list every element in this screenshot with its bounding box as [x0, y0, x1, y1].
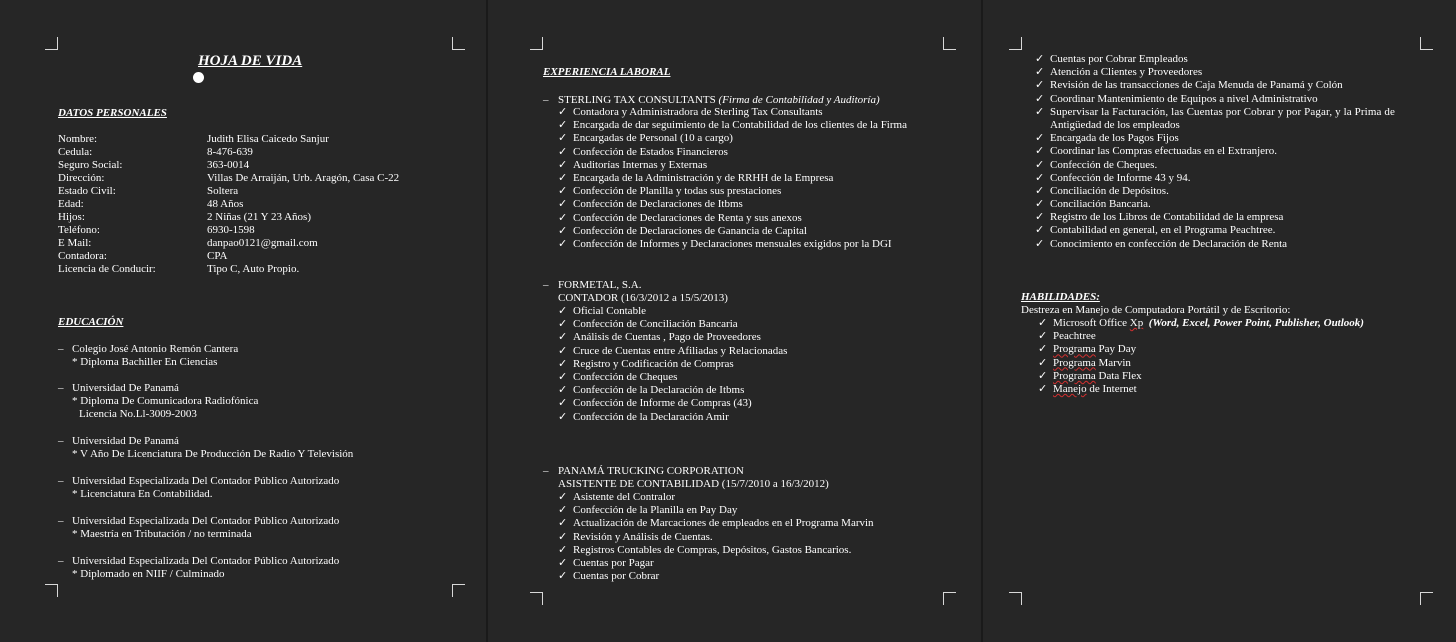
duty-text: Análisis de Cuentas , Pago de Proveedores: [573, 331, 761, 344]
duty-text: Confección de Planilla y todas sus prestaciones: [573, 185, 782, 198]
margin-corner-bottom-left: [45, 584, 58, 597]
list-item: [558, 331, 787, 344]
job-position: ASISTENTE DE CONTABILIDAD (15/7/2010 a 16/3/2012): [558, 478, 829, 490]
duty-text: Cuentas por Cobrar Empleados: [1050, 53, 1188, 65]
checkmark-icon: ✓: [1038, 382, 1048, 395]
checkmark-icon: ✓: [558, 119, 568, 132]
education-detail: * Diplomado en NIIF / Culminado: [72, 568, 225, 580]
duty-text: Confección de Estados Financieros: [573, 145, 728, 158]
education-institution: Universidad De Panamá: [72, 435, 179, 447]
list-item: [558, 544, 874, 557]
education-institution: Universidad Especializada Del Contador Público Autorizado: [72, 475, 340, 487]
list-item: [558, 172, 907, 185]
skill-item: [1038, 357, 1364, 370]
list-dash: –: [58, 343, 64, 355]
job-duties-list: [558, 491, 874, 583]
duty-text: Confección de la Planilla en Pay Day: [573, 504, 738, 517]
list-item: [558, 557, 874, 570]
job-position: CONTADOR (16/3/2012 a 15/5/2013): [558, 292, 728, 304]
list-item: [1035, 145, 1395, 158]
skill-text: Marvin: [1095, 356, 1131, 369]
checkmark-icon: ✓: [558, 410, 568, 423]
duty-text: Contadora y Administradora de Sterling Tax Consultants: [573, 106, 823, 118]
list-item: [558, 517, 874, 530]
list-item: [558, 397, 787, 410]
job-duties-list: [558, 106, 907, 251]
checkmark-icon: ✓: [1035, 53, 1045, 65]
list-item: [558, 212, 907, 225]
duty-text: Cuentas por Cobrar: [573, 570, 660, 583]
checkmark-icon: ✓: [558, 132, 568, 145]
personal-row-social-security: [58, 159, 399, 172]
duty-text: Antigüedad de los empleados: [1050, 118, 1180, 131]
list-dash: –: [543, 279, 549, 291]
skill-item: [1038, 343, 1364, 356]
duty-text: Cuentas por Pagar: [573, 556, 654, 569]
personal-data-table: [58, 133, 399, 276]
skill-text: de Internet: [1086, 382, 1137, 395]
duty-text: Encargada de los Pagos Fijos: [1050, 132, 1179, 145]
spelling-flagged-word[interactable]: Xp: [1129, 317, 1144, 329]
education-detail: * Maestría en Tributación / no terminada: [72, 528, 252, 540]
checkmark-icon: ✓: [1035, 79, 1045, 92]
list-item: [1035, 106, 1395, 119]
checkmark-icon: ✓: [558, 530, 568, 543]
checkmark-icon: ✓: [558, 158, 568, 171]
list-item: [1035, 79, 1395, 92]
personal-value: 8-476-639: [207, 146, 253, 158]
education-entry: [58, 382, 258, 421]
duty-text: Cruce de Cuentas entre Afiliadas y Relacionadas: [573, 344, 788, 357]
education-entry: [58, 343, 238, 369]
checkmark-icon: ✓: [558, 331, 568, 344]
resume-page-2: [488, 0, 981, 642]
personal-label: Cedula:: [58, 146, 93, 158]
education-detail: * Licenciatura En Contabilidad.: [72, 488, 213, 500]
skills-list: [1038, 317, 1364, 396]
personal-value: Judith Elisa Caicedo Sanjur: [207, 133, 329, 145]
education-detail: Licencia No.Ll-3009-2003: [79, 408, 197, 420]
checkmark-icon: ✓: [558, 344, 568, 357]
list-item: [558, 198, 907, 211]
duty-text: Asistente del Contralor: [573, 491, 676, 503]
checkmark-icon: ✓: [558, 517, 568, 530]
duty-text: Conciliación Bancaria.: [1050, 198, 1151, 211]
list-dash: –: [543, 465, 549, 477]
skill-text: Peachtree: [1053, 330, 1096, 343]
duty-text: Confección de la Declaración Amir: [573, 410, 729, 423]
personal-label: Licencia de Conducir:: [58, 263, 156, 275]
margin-corner-top-left: [530, 37, 543, 50]
personal-row-id: [58, 146, 399, 159]
resume-page-1: [0, 0, 486, 642]
checkmark-icon: ✓: [558, 106, 568, 118]
job-company-note: (Firma de Contabilidad y Auditoría): [718, 94, 880, 106]
duty-text: Confección de Cheques: [573, 370, 678, 383]
personal-value: 363-0014: [207, 159, 250, 171]
checkmark-icon: ✓: [1035, 92, 1045, 105]
margin-corner-bottom-left: [530, 592, 543, 605]
margin-corner-top-right: [1420, 37, 1433, 50]
personal-value: Villas De Arraiján, Urb. Aragón, Casa C-22: [207, 172, 400, 184]
personal-row-phone: [58, 224, 399, 237]
page-title: HOJA DE VIDA: [198, 53, 303, 69]
list-item: [558, 106, 907, 119]
checkmark-icon: ✓: [558, 185, 568, 198]
list-item: [558, 318, 787, 331]
education-entry: [58, 515, 339, 541]
personal-row-email: [58, 237, 399, 250]
list-item: [558, 119, 907, 132]
duty-text: Coordinar Mantenimiento de Equipos a nivel Administrativo: [1050, 92, 1318, 105]
margin-corner-bottom-right: [943, 592, 956, 605]
checkmark-icon: ✓: [558, 145, 568, 158]
personal-row-address: [58, 172, 399, 185]
duty-text: Revisión y Análisis de Cuentas.: [573, 530, 713, 543]
list-dash: –: [58, 435, 64, 447]
duty-text: Contabilidad en general, en el Programa Peachtree.: [1050, 224, 1276, 237]
skill-text: Pay Day: [1095, 343, 1137, 356]
personal-value: Soltera: [207, 185, 239, 197]
duty-text: Encargada de la Administración y de RRHH de la Empresa: [573, 171, 834, 184]
personal-value: 6930-1598: [207, 224, 255, 236]
list-item: [1035, 66, 1395, 79]
education-heading: EDUCACIÓN: [58, 316, 124, 328]
education-detail: * Diploma De Comunicadora Radiofónica: [72, 395, 259, 407]
checkmark-icon: ✓: [1035, 132, 1045, 145]
personal-row-marital-status: [58, 185, 399, 198]
continued-duties-list: [1035, 53, 1395, 251]
duty-text: Registro de los Libros de Contabilidad de la empresa: [1050, 211, 1284, 224]
list-item: [558, 159, 907, 172]
duty-text: Confección de Declaraciones de Itbms: [573, 198, 743, 211]
duty-text: Confección de Declaraciones de Ganancia de Capital: [573, 224, 807, 237]
duty-text: Confección de Informe 43 y 94.: [1050, 171, 1191, 184]
skill-text: Data Flex: [1095, 369, 1142, 382]
list-item: [558, 225, 907, 238]
duty-text: Registro y Codificación de Compras: [573, 357, 734, 370]
personal-label: Seguro Social:: [58, 159, 123, 171]
list-item: [1035, 172, 1395, 185]
checkmark-icon: ✓: [1035, 184, 1045, 197]
duty-text: Supervisar la Facturación, las Cuentas por Cobrar y por Pagar, y la Prima de: [1050, 105, 1396, 118]
job-header: [543, 465, 744, 478]
duty-text: Auditorías Internas y Externas: [573, 158, 708, 171]
checkmark-icon: ✓: [558, 318, 568, 331]
checkmark-icon: ✓: [558, 556, 568, 569]
list-item-continuation: [1035, 119, 1395, 132]
list-item: [558, 570, 874, 583]
personal-row-accountant: [58, 250, 399, 263]
checkmark-icon: ✓: [1035, 237, 1045, 250]
margin-corner-top-left: [45, 37, 58, 50]
duty-text: Confección de Informes y Declaraciones mensuales exigidos por la DGI: [573, 237, 892, 250]
checkmark-icon: ✓: [558, 397, 568, 410]
margin-corner-bottom-right: [452, 584, 465, 597]
duty-text: Actualización de Marcaciones de empleados en el Programa Marvin: [573, 517, 874, 530]
spelling-flagged-word[interactable]: Manejo: [1053, 382, 1087, 395]
list-item: [558, 185, 907, 198]
skill-item: [1038, 317, 1364, 330]
personal-value: 48 Años: [207, 198, 244, 210]
checkmark-icon: ✓: [558, 543, 568, 556]
object-anchor-handle[interactable]: [193, 72, 204, 83]
list-item: [558, 358, 787, 371]
checkmark-icon: ✓: [1035, 211, 1045, 224]
personal-label: Edad:: [58, 198, 84, 210]
checkmark-icon: ✓: [558, 224, 568, 237]
personal-row-drivers-license: [58, 263, 399, 276]
personal-value: danpao0121@gmail.com: [207, 237, 318, 249]
checkmark-icon: ✓: [558, 370, 568, 383]
personal-value: 2 Niñas (21 Y 23 Años): [207, 211, 311, 223]
checkmark-icon: ✓: [558, 237, 568, 250]
duty-text: Confección de Informe de Compras (43): [573, 397, 752, 410]
personal-row-children: [58, 211, 399, 224]
personal-label: Teléfono:: [58, 224, 100, 236]
margin-corner-bottom-right: [1420, 592, 1433, 605]
checkmark-icon: ✓: [1038, 317, 1048, 329]
skill-item: [1038, 383, 1364, 396]
personal-data-heading: DATOS PERSONALES: [58, 107, 167, 119]
list-dash: –: [58, 555, 64, 567]
checkmark-icon: ✓: [558, 384, 568, 397]
list-dash: –: [58, 382, 64, 394]
checkmark-icon: ✓: [558, 211, 568, 224]
duty-text: Oficial Contable: [573, 305, 647, 317]
list-item: [1035, 53, 1395, 66]
checkmark-icon: ✓: [1035, 66, 1045, 79]
list-item: [558, 531, 874, 544]
margin-corner-bottom-left: [1009, 592, 1022, 605]
personal-row-age: [58, 198, 399, 211]
skills-intro: Destreza en Manejo de Computadora Portátil y de Escritorio:: [1021, 304, 1291, 316]
list-item: [1035, 198, 1395, 211]
list-item: [558, 305, 787, 318]
personal-label: Hijos:: [58, 211, 85, 223]
checkmark-icon: ✓: [1035, 198, 1045, 211]
personal-row-name: [58, 133, 399, 146]
checkmark-icon: ✓: [1035, 224, 1045, 237]
list-item: [1035, 159, 1395, 172]
duty-text: Confección de la Declaración de Itbms: [573, 384, 745, 397]
list-dash: –: [58, 475, 64, 487]
checkmark-icon: ✓: [1035, 105, 1045, 118]
margin-corner-top-right: [943, 37, 956, 50]
duty-text: Confección de Cheques.: [1050, 158, 1158, 171]
education-institution: Universidad De Panamá: [72, 382, 179, 394]
spelling-flagged-word[interactable]: Programa: [1053, 369, 1096, 382]
duty-text: Registros Contables de Compras, Depósitos, Gastos Bancarios.: [573, 543, 852, 556]
list-item: [558, 384, 787, 397]
list-item: [558, 504, 874, 517]
skill-applications: (Word, Excel, Power Point, Publisher, Outlook): [1148, 317, 1364, 329]
list-dash: –: [58, 515, 64, 527]
personal-label: Estado Civil:: [58, 185, 116, 197]
checkmark-icon: ✓: [1038, 343, 1048, 356]
job-company: FORMETAL, S.A.: [558, 279, 642, 291]
checkmark-icon: ✓: [1038, 369, 1048, 382]
duty-text: Confección de Conciliación Bancaria: [573, 318, 738, 331]
list-item: [1035, 224, 1395, 237]
checkmark-icon: ✓: [558, 570, 568, 583]
list-item: [558, 411, 787, 424]
checkmark-icon: ✓: [558, 198, 568, 211]
duty-text: Atención a Clientes y Proveedores: [1050, 66, 1203, 79]
personal-value: CPA: [207, 250, 228, 262]
education-entry: [58, 555, 339, 581]
list-item: [558, 238, 907, 251]
list-item: [558, 491, 874, 504]
checkmark-icon: ✓: [1035, 158, 1045, 171]
personal-label: E Mail:: [58, 237, 92, 249]
duty-text: Confección de Declaraciones de Renta y sus anexos: [573, 211, 802, 224]
skill-item: [1038, 370, 1364, 383]
skill-text: Microsoft Office: [1053, 317, 1130, 329]
education-detail: * V Año De Licenciatura De Producción De Radio Y Televisión: [72, 448, 354, 460]
education-institution: Universidad Especializada Del Contador Público Autorizado: [72, 555, 340, 567]
experience-heading: EXPERIENCIA LABORAL: [543, 66, 671, 78]
job-duties-list: [558, 305, 787, 424]
duty-text: Encargadas de Personal (10 a cargo): [573, 132, 733, 145]
education-entry: [58, 475, 339, 501]
job-company: PANAMÁ TRUCKING CORPORATION: [558, 465, 744, 477]
list-item: [558, 146, 907, 159]
list-item: [558, 371, 787, 384]
checkmark-icon: ✓: [558, 171, 568, 184]
duty-text: Revisión de las transacciones de Caja Menuda de Panamá y Colón: [1050, 79, 1343, 92]
education-institution: Colegio José Antonio Remón Cantera: [72, 343, 239, 355]
checkmark-icon: ✓: [558, 491, 568, 503]
list-item: [1035, 238, 1395, 251]
personal-label: Nombre:: [58, 133, 98, 145]
list-item: [1035, 93, 1395, 106]
list-dash: –: [543, 94, 549, 106]
list-item: [558, 345, 787, 358]
personal-label: Contadora:: [58, 250, 107, 262]
checkmark-icon: ✓: [1035, 145, 1045, 158]
skill-item: [1038, 330, 1364, 343]
duty-text: Coordinar las Compras efectuadas en el Extranjero.: [1050, 145, 1277, 158]
checkmark-icon: ✓: [558, 305, 568, 317]
job-header: [543, 279, 641, 292]
resume-page-3: [983, 0, 1456, 642]
duty-text: Conciliación de Depósitos.: [1050, 184, 1169, 197]
personal-label: Dirección:: [58, 172, 105, 184]
education-entry: [58, 435, 353, 461]
job-company: STERLING TAX CONSULTANTS: [558, 94, 716, 106]
checkmark-icon: ✓: [1035, 171, 1045, 184]
checkmark-icon: ✓: [1038, 330, 1048, 343]
personal-value: Tipo C, Auto Propio.: [207, 263, 300, 275]
checkmark-icon: ✓: [1038, 356, 1048, 369]
duty-text: Encargada de dar seguimiento de la Contabilidad de los clientes de la Firma: [573, 119, 907, 132]
margin-corner-top-left: [1009, 37, 1022, 50]
checkmark-icon: ✓: [558, 357, 568, 370]
duty-text: Conocimiento en confección de Declaración de Renta: [1050, 237, 1288, 250]
margin-corner-top-right: [452, 37, 465, 50]
list-item: [1035, 211, 1395, 224]
spelling-flagged-word[interactable]: Programa: [1053, 343, 1096, 356]
list-item: [558, 132, 907, 145]
skills-heading: HABILIDADES:: [1021, 291, 1100, 303]
education-detail: * Diploma Bachiller En Ciencias: [72, 356, 218, 368]
list-item: [1035, 132, 1395, 145]
list-item: [1035, 185, 1395, 198]
spelling-flagged-word[interactable]: Programa: [1053, 356, 1096, 369]
checkmark-icon: ✓: [558, 504, 568, 517]
education-institution: Universidad Especializada Del Contador Público Autorizado: [72, 515, 340, 527]
